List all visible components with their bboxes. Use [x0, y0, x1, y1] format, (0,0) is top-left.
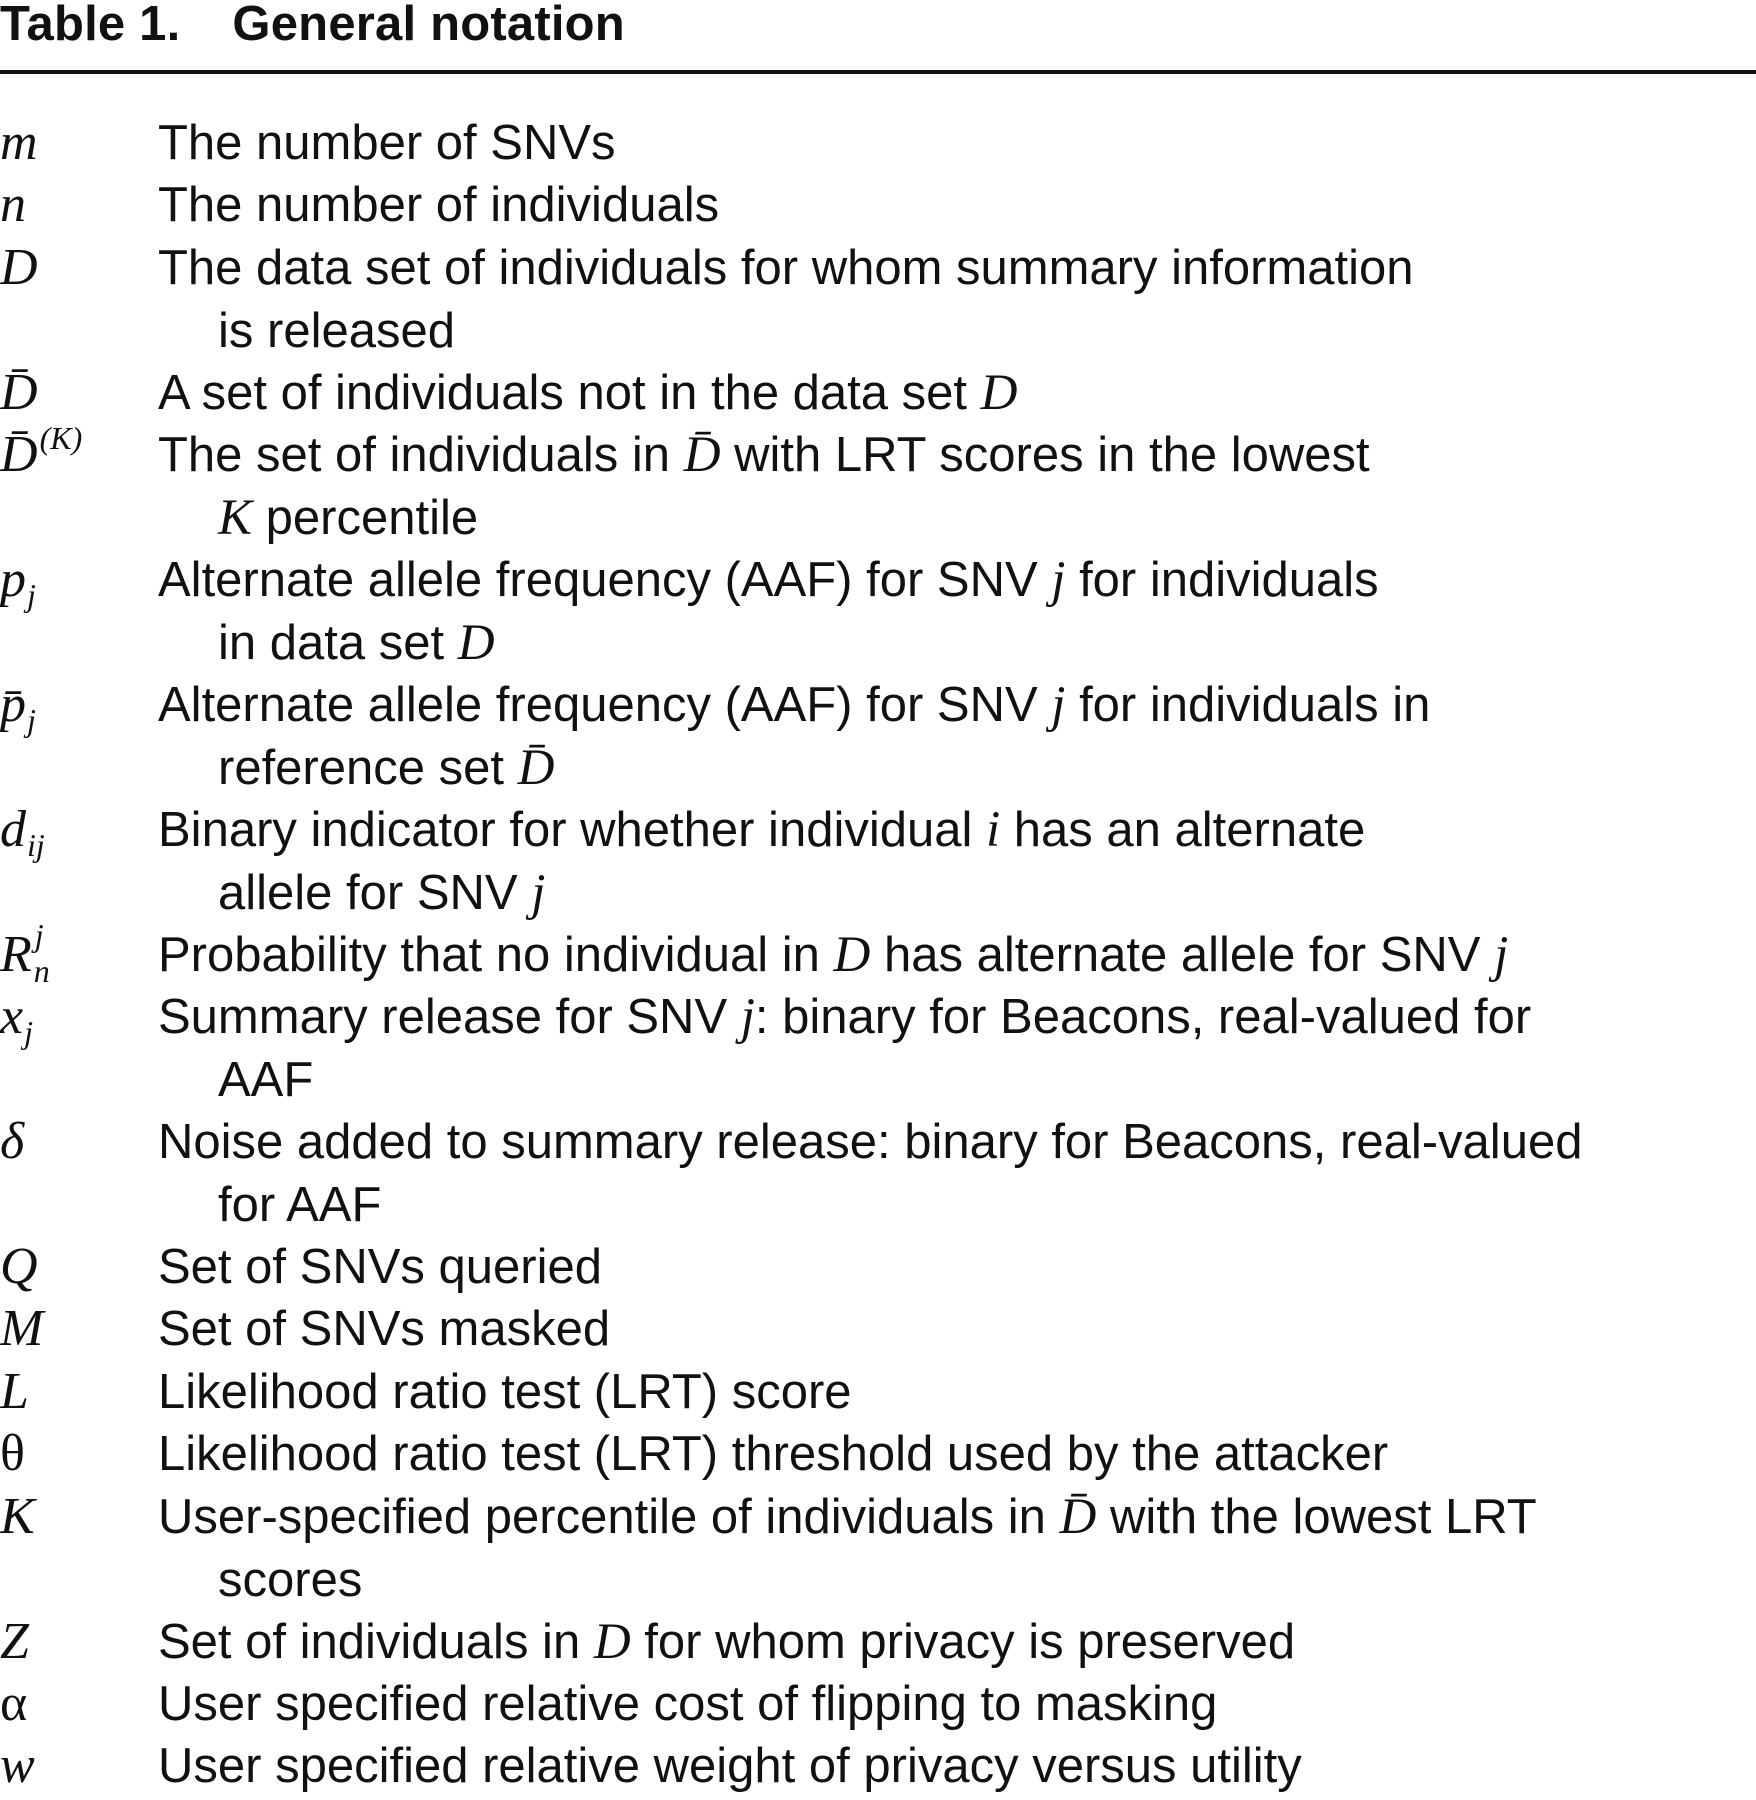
- description-cell: Probability that no individual in D has alternate allele for SNV j: [158, 927, 1509, 983]
- symbol-cell: $p_j$: [0, 551, 36, 613]
- symbol-cell: D̄: [0, 364, 38, 421]
- symbol-cell: L: [0, 1363, 29, 1420]
- description-cell: The number of individuals: [158, 178, 720, 232]
- symbol-cell: δ: [0, 1113, 25, 1170]
- table-caption: [0, 0, 625, 49]
- description-cell: A set of individuals not in the data set D: [158, 365, 1018, 421]
- symbol-cell: $x_j$: [0, 988, 33, 1050]
- description-cell: Noise added to summary release: binary for Beacons, real-valued for AAF: [158, 1115, 1583, 1232]
- description-cell: User specified relative weight of privacy versus utility: [158, 1739, 1302, 1793]
- table-label: Table 1.: [0, 0, 181, 51]
- description-cell: User specified relative cost of flipping to masking: [158, 1677, 1218, 1731]
- description-cell: Summary release for SNV j: binary for Beacons, real-valued for AAF: [158, 989, 1532, 1107]
- description-cell: User-specified percentile of individuals in D̄ with the lowest LRT scores: [158, 1489, 1537, 1607]
- symbol-cell: α: [0, 1675, 28, 1732]
- symbol-cell: K: [0, 1488, 35, 1545]
- symbol-cell: n: [0, 176, 26, 233]
- description-cell: Set of individuals in D for whom privacy is preserved: [158, 1614, 1296, 1670]
- symbol-cell: R j n: [0, 917, 50, 989]
- symbol-cell: Z: [0, 1613, 29, 1670]
- description-cell: Set of SNVs queried: [158, 1240, 602, 1294]
- symbol-cell: Q: [0, 1238, 38, 1295]
- symbol-cell: M: [0, 1300, 44, 1357]
- symbol-cell: θ: [0, 1425, 25, 1482]
- description-cell: Binary indicator for whether individual i has an alternate allele for SNV j: [158, 802, 1366, 921]
- description-cell: Alternate allele frequency (AAF) for SNV j for individuals in data set D: [158, 552, 1379, 671]
- description-cell: Alternate allele frequency (AAF) for SNV j for individuals in reference set D̄: [158, 677, 1431, 796]
- description-cell: Set of SNVs masked: [158, 1302, 611, 1356]
- description-cell: The number of SNVs: [158, 116, 616, 170]
- symbol-cell: $d_{ij}$: [0, 801, 45, 863]
- symbol-cell: $p̄_j$: [0, 676, 36, 738]
- symbol-cell: D̄$^{(K)}$: [0, 420, 83, 483]
- description-cell: Likelihood ratio test (LRT) score: [158, 1365, 852, 1419]
- table-title: General notation: [232, 0, 625, 51]
- description-cell: Likelihood ratio test (LRT) threshold used by the attacker: [158, 1427, 1389, 1481]
- description-cell: The set of individuals in D̄ with LRT scores in the lowest K percentile: [158, 427, 1370, 546]
- symbol-cell: w: [0, 1737, 35, 1794]
- symbol-cell: m: [0, 114, 38, 171]
- description-cell: The data set of individuals for whom summary information is released: [158, 241, 1414, 358]
- table-top-rule: [0, 70, 1756, 74]
- symbol-cell: D: [0, 239, 38, 296]
